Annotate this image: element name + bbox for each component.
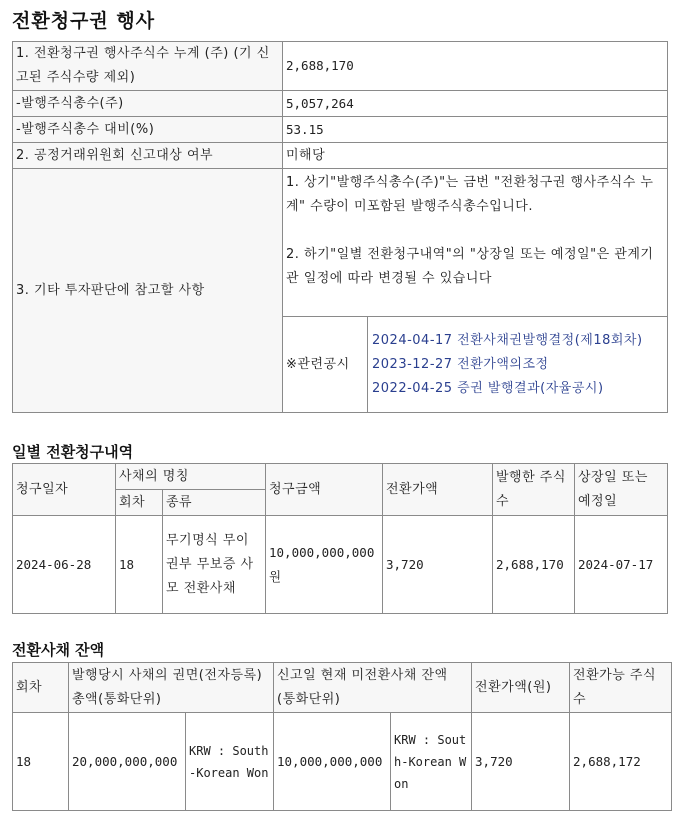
claim-date: 2024-06-28 xyxy=(13,516,116,614)
total-issued-shares-value: 5,057,264 xyxy=(283,91,668,117)
col-conversion-price: 전환가액 xyxy=(383,464,493,516)
col-listing-date: 상장일 또는 예정일 xyxy=(575,464,668,516)
bond-balance-table xyxy=(12,662,672,811)
related-link-convertible-bond-decision[interactable]: 2024-04-17 전환사채권발행결정(제18회차) xyxy=(372,332,643,348)
convertible-shares: 2,688,172 xyxy=(570,713,672,811)
claim-amount: 10,000,000,000원 xyxy=(266,516,383,614)
ftc-report-value: 미해당 xyxy=(283,143,668,169)
related-disclosure-label: ※관련공시 xyxy=(283,317,368,413)
listing-date: 2024-07-17 xyxy=(575,516,668,614)
round: 18 xyxy=(116,516,163,614)
balance-section-title: 전환사채 잔액 xyxy=(12,641,105,659)
issued-shares: 2,688,170 xyxy=(493,516,575,614)
col-claim-date: 청구일자 xyxy=(13,464,116,516)
col-issued-face-amount: 발행당시 사채의 권면(전자등록)총액(통화단위) xyxy=(69,663,274,713)
balance-price: 3,720 xyxy=(472,713,570,811)
table-row xyxy=(13,516,668,614)
table-row xyxy=(13,713,672,811)
total-issued-shares-label: -발행주식총수(주) xyxy=(13,91,283,117)
note-1: 1. 상기"발행주식총수(주)"는 금번 "전환청구권 행사주식수 누계" 수량이 미포함된 발행주식총수입니다. xyxy=(286,175,654,214)
cumulative-shares-value: 2,688,170 xyxy=(283,42,668,91)
conversion-price: 3,720 xyxy=(383,516,493,614)
ftc-report-label: 2. 공정거래위원회 신고대상 여부 xyxy=(13,143,283,169)
col-balance-round: 회차 xyxy=(13,663,69,713)
col-remaining-balance: 신고일 현재 미전환사채 잔액 (통화단위) xyxy=(274,663,472,713)
col-round: 회차 xyxy=(116,490,163,516)
col-bond-name: 사채의 명칭 xyxy=(116,464,266,490)
col-claim-amount: 청구금액 xyxy=(266,464,383,516)
issued-currency: KRW : South-Korean Won xyxy=(186,713,274,811)
related-disclosure-list xyxy=(368,317,668,413)
daily-section-title: 일별 전환청구내역 xyxy=(12,443,134,461)
exercise-table xyxy=(12,41,668,413)
cumulative-shares-label: 1. 전환청구권 행사주식수 누계 (주) (기 신고된 주식수량 제외) xyxy=(13,42,283,91)
exercise-section-title: 전환청구권 행사 xyxy=(12,10,156,32)
remaining-amount: 10,000,000,000 xyxy=(274,713,391,811)
col-kind: 종류 xyxy=(163,490,266,516)
daily-claims-table xyxy=(12,463,668,614)
ratio-label: -발행주식총수 대비(%) xyxy=(13,117,283,143)
bond-kind: 무기명식 무이권부 무보증 사모 전환사채 xyxy=(163,516,266,614)
related-link-price-adjustment[interactable]: 2023-12-27 전환가액의조정 xyxy=(372,356,549,372)
col-balance-price: 전환가액(원) xyxy=(472,663,570,713)
remaining-currency: KRW : South-Korean Won xyxy=(391,713,472,811)
other-notes-text xyxy=(283,169,668,317)
col-convertible-shares: 전환가능 주식수 xyxy=(570,663,672,713)
related-link-issuance-result[interactable]: 2022-04-25 증권 발행결과(자율공시) xyxy=(372,380,604,396)
col-issued-shares: 발행한 주식수 xyxy=(493,464,575,516)
note-2: 2. 하기"일별 전환청구내역"의 "상장일 또는 예정일"은 관계기관 일정에 따라 변경될 수 있습니다 xyxy=(286,247,654,286)
issued-amount: 20,000,000,000 xyxy=(69,713,186,811)
balance-round: 18 xyxy=(13,713,69,811)
other-notes-label: 3. 기타 투자판단에 참고할 사항 xyxy=(13,169,283,413)
ratio-value: 53.15 xyxy=(283,117,668,143)
